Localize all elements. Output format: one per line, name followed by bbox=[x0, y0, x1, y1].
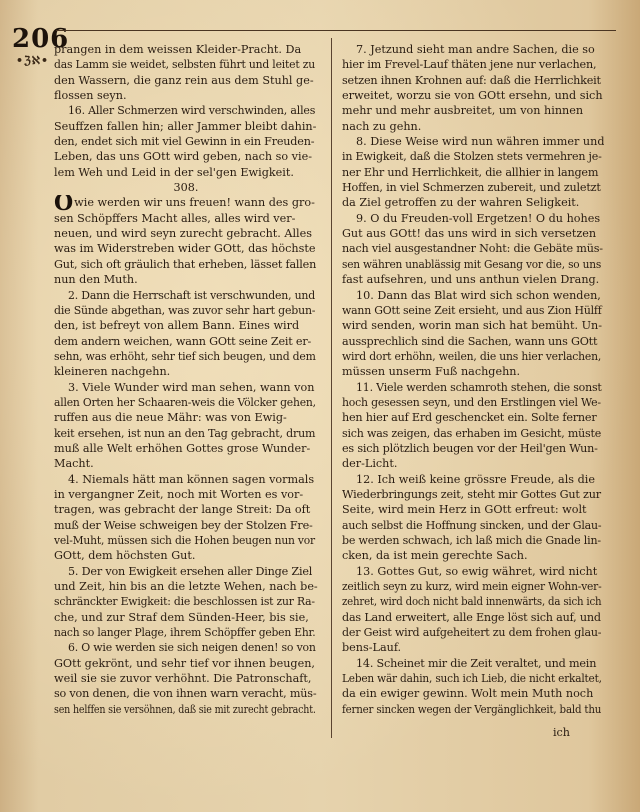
line-text: hier im Frevel-Lauf thäten jene nur verlachen, bbox=[342, 58, 597, 72]
text-line bbox=[54, 656, 318, 671]
line-text: auch selbst die Hoffnung sincken, und der Glau- bbox=[342, 518, 602, 532]
text-line bbox=[342, 502, 604, 517]
text-line bbox=[54, 564, 318, 579]
line-text: Leben wär dahin, such ich Lieb, die nicht erkaltet, bbox=[342, 672, 602, 686]
text-line bbox=[342, 594, 604, 609]
text-line bbox=[342, 533, 604, 548]
text-line bbox=[342, 610, 604, 625]
line-text: 3. Viele Wunder wird man sehen, wann von bbox=[68, 380, 315, 394]
text-line bbox=[54, 334, 318, 349]
column-divider bbox=[331, 38, 332, 738]
text-line bbox=[54, 103, 318, 118]
line-text: ferner sincken wegen der Vergänglichkeit, bald thu bbox=[342, 702, 602, 716]
line-text: nun den Muth. bbox=[54, 273, 138, 287]
line-text: cken, da ist mein gerechte Sach. bbox=[342, 549, 528, 563]
line-text: Seite, wird mein Herz in GOtt erfreut: wolt bbox=[342, 503, 587, 517]
line-text: allen Orten her Schaaren-weis die Völcker gehen, bbox=[54, 395, 316, 409]
text-line bbox=[54, 349, 318, 364]
text-line bbox=[54, 610, 318, 625]
text-line bbox=[342, 656, 604, 671]
text-line bbox=[54, 42, 318, 57]
text-line bbox=[342, 73, 604, 88]
line-text: 7. Jetzund sieht man andre Sachen, die so bbox=[356, 43, 595, 56]
text-line bbox=[54, 364, 318, 379]
text-line bbox=[342, 472, 604, 487]
line-text: da Ziel getroffen zu der wahren Seligkeit. bbox=[342, 196, 580, 210]
line-text: 16. Aller Schmerzen wird verschwinden, alles bbox=[68, 104, 316, 118]
line-text: 13. Gottes Gut, so ewig währet, wird nicht bbox=[356, 564, 598, 578]
text-line bbox=[54, 195, 318, 210]
line-text: lem Weh und Leid in der sel'gen Ewigkeit. bbox=[54, 165, 294, 179]
text-line bbox=[342, 226, 604, 241]
text-line bbox=[54, 502, 318, 517]
text-line bbox=[54, 686, 318, 701]
line-text: ruffen aus die neue Mähr: was von Ewig- bbox=[54, 411, 287, 425]
line-text: der-Licht. bbox=[342, 457, 398, 471]
line-text: wird senden, worin man sich hat bemüht. Un- bbox=[342, 319, 603, 333]
text-line bbox=[342, 103, 604, 118]
text-line bbox=[54, 119, 318, 134]
line-text: die Sünde abgethan, was zuvor sehr hart gebun- bbox=[54, 303, 316, 317]
line-text: muß alle Welt erhöhen Gottes grose Wunder- bbox=[54, 441, 311, 455]
text-line bbox=[342, 441, 604, 456]
line-text: che, und zur Straf dem Sünden-Heer, bis sie, bbox=[54, 610, 309, 624]
text-line bbox=[54, 149, 318, 164]
drop-cap: O bbox=[54, 195, 74, 211]
text-line bbox=[342, 579, 604, 594]
text-line bbox=[342, 165, 604, 180]
line-text: 12. Ich weiß keine grössre Freude, als die bbox=[356, 472, 595, 486]
line-text: dem andern weichen, wann GOtt seine Zeit er- bbox=[54, 334, 312, 348]
text-line bbox=[342, 241, 604, 256]
text-line bbox=[342, 686, 604, 701]
line-text: sehn, was erhöht, sehr tief sich beugen, und dem bbox=[54, 349, 316, 363]
line-text: das Lamm sie weidet, selbsten führt und leitet zu bbox=[54, 58, 315, 72]
line-text: 6. O wie werden sie sich neigen denen! so von bbox=[68, 641, 316, 655]
text-line bbox=[54, 625, 318, 640]
line-text: sen helffen sie versöhnen, daß sie mit zurecht gebracht. bbox=[54, 702, 316, 716]
text-line bbox=[342, 564, 604, 579]
line-text: hen hier auf Erd geschencket ein. Solte ferner bbox=[342, 411, 597, 425]
text-line bbox=[342, 318, 604, 333]
text-line bbox=[342, 211, 604, 226]
text-line bbox=[54, 456, 318, 471]
text-line bbox=[342, 395, 604, 410]
line-text: mehr und mehr ausbreitet, um von hinnen bbox=[342, 104, 584, 118]
line-text: fast aufsehren, und uns anthun vielen Drang. bbox=[342, 273, 600, 287]
text-line bbox=[342, 518, 604, 533]
line-text: Gut aus GOtt! das uns wird in sich versetzen bbox=[342, 227, 597, 241]
line-text: nach so langer Plage, ihrem Schöpffer geben Ehr. bbox=[54, 626, 316, 640]
text-line bbox=[54, 702, 318, 717]
line-text: neuen, und wird seyn zurecht gebracht. Alles bbox=[54, 227, 312, 241]
text-line bbox=[54, 73, 318, 88]
line-text: flossen seyn. bbox=[54, 89, 127, 103]
line-text: 2. Dann die Herrschaft ist verschwunden, und bbox=[68, 288, 316, 302]
line-text: der Geist wird aufgeheitert zu dem frohen glau- bbox=[342, 626, 602, 640]
line-text: Hoffen, in viel Schmerzen zubereit, und zuletzt bbox=[342, 181, 601, 195]
line-text: Macht. bbox=[54, 457, 94, 471]
text-line bbox=[342, 180, 604, 195]
text-line bbox=[342, 702, 604, 717]
text-line bbox=[54, 640, 318, 655]
text-line bbox=[54, 303, 318, 318]
text-line bbox=[342, 426, 604, 441]
line-text: GOtt, dem höchsten Gut. bbox=[54, 549, 196, 563]
text-line bbox=[54, 257, 318, 272]
header-rule bbox=[56, 30, 616, 31]
line-text: 14. Scheinet mir die Zeit veraltet, und mein bbox=[356, 656, 597, 670]
text-line bbox=[54, 288, 318, 303]
text-line bbox=[342, 134, 604, 149]
line-text: nach viel ausgestandner Noht: die Gebäte müs- bbox=[342, 242, 603, 256]
line-text: den, endet sich mit viel Gewinn in ein Freuden- bbox=[54, 135, 315, 149]
line-text: zehret, wird doch nicht bald innenwärts, da sich ich bbox=[342, 595, 602, 609]
text-line bbox=[342, 625, 604, 640]
line-text: aussprechlich sind die Sachen, wann uns GOtt bbox=[342, 334, 598, 348]
line-text: 8. Diese Weise wird nun währen immer und bbox=[356, 135, 604, 149]
text-line bbox=[342, 671, 604, 686]
text-line bbox=[54, 88, 318, 103]
text-line bbox=[342, 334, 604, 349]
line-text: GOtt gekrönt, und sehr tief vor ihnen beugen, bbox=[54, 656, 315, 670]
text-line bbox=[54, 165, 318, 180]
line-text: zeitlich seyn zu kurz, wird mein eigner Wohn-ver- bbox=[342, 580, 602, 594]
line-text: was im Widerstreben wider GOtt, das höchste bbox=[54, 242, 316, 256]
line-text: 11. Viele werden schamroth stehen, die sonst bbox=[356, 380, 602, 394]
text-line bbox=[54, 548, 318, 563]
line-text: 308. bbox=[173, 181, 199, 195]
line-text: erweitet, worzu sie von GOtt ersehn, und sich bbox=[342, 89, 603, 103]
text-line bbox=[342, 149, 604, 164]
text-line bbox=[54, 57, 318, 72]
text-line bbox=[342, 410, 604, 425]
text-line bbox=[342, 42, 604, 57]
line-text: weil sie sie zuvor verhöhnt. Die Patronschaft, bbox=[54, 672, 312, 686]
line-text: in vergangner Zeit, noch mit Worten es vor- bbox=[54, 487, 304, 501]
text-line bbox=[54, 671, 318, 686]
right-column bbox=[342, 42, 604, 717]
line-text: kleineren nachgehn. bbox=[54, 365, 171, 379]
text-line bbox=[342, 57, 604, 72]
catchword: ich bbox=[552, 726, 570, 739]
line-text: so von denen, die von ihnen warn veracht, müs- bbox=[54, 687, 317, 701]
left-column bbox=[54, 42, 318, 717]
text-line bbox=[54, 211, 318, 226]
text-line bbox=[54, 380, 318, 395]
text-line bbox=[54, 441, 318, 456]
text-line bbox=[54, 318, 318, 333]
line-text: hoch gesessen seyn, und den Erstlingen viel We- bbox=[342, 395, 601, 409]
line-text: Leben, das uns GOtt wird geben, nach so vie- bbox=[54, 150, 312, 164]
text-line bbox=[54, 594, 318, 609]
text-line bbox=[54, 487, 318, 502]
text-line bbox=[342, 487, 604, 502]
line-text: Seuffzen fallen hin; aller Jammer bleibt dahin- bbox=[54, 119, 317, 133]
line-text: 10. Dann das Blat wird sich schon wenden, bbox=[356, 288, 601, 302]
line-text: 9. O du Freuden-voll Ergetzen! O du hohes bbox=[356, 211, 601, 225]
text-line bbox=[54, 518, 318, 533]
line-text: sen währen unablässig mit Gesang vor die, so uns bbox=[342, 257, 602, 271]
text-line bbox=[54, 472, 318, 487]
line-text: den Wassern, die ganz rein aus dem Stuhl ge- bbox=[54, 73, 314, 87]
text-line bbox=[342, 119, 604, 134]
line-text: prangen in dem weissen Kleider-Pracht. Da bbox=[54, 43, 302, 56]
line-text: muß der Weise schweigen bey der Stolzen Fre- bbox=[54, 518, 313, 532]
header-ornament: •ℨℵ• bbox=[16, 54, 50, 67]
line-text: müssen unserm Fuß nachgehn. bbox=[342, 365, 521, 379]
line-text: sen Schöpffers Macht alles, alles wird ver- bbox=[54, 211, 296, 225]
line-text: be werden schwach, ich laß mich die Gnade lin- bbox=[342, 534, 601, 547]
text-line bbox=[342, 272, 604, 287]
text-line bbox=[342, 303, 604, 318]
line-text: Wiederbringungs zeit, steht mir Gottes Gut zur bbox=[342, 487, 601, 501]
line-text: bens-Lauf. bbox=[342, 641, 402, 655]
line-text: ner Ehr und Herrlichkeit, die allhier in langem bbox=[342, 165, 599, 179]
text-line bbox=[54, 134, 318, 149]
line-text: da ein ewiger gewinn. Wolt mein Muth noch bbox=[342, 687, 594, 701]
text-line bbox=[54, 426, 318, 441]
hymn-number bbox=[54, 180, 318, 195]
line-text: das Land erweitert, alle Enge löst sich auf, und bbox=[342, 610, 601, 624]
line-text: nach zu gehn. bbox=[342, 119, 422, 133]
text-line bbox=[342, 380, 604, 395]
text-line bbox=[342, 257, 604, 272]
text-line bbox=[342, 456, 604, 471]
text-line bbox=[342, 195, 604, 210]
line-text: es sich plötzlich beugen vor der Heil'gen Wun- bbox=[342, 441, 598, 455]
line-text: setzen ihnen Krohnen auf: daß die Herrlichkeit bbox=[342, 73, 601, 87]
page-number: 206 bbox=[12, 24, 70, 54]
text-line bbox=[54, 395, 318, 410]
line-text: 5. Der von Ewigkeit ersehen aller Dinge Ziel bbox=[68, 564, 313, 578]
text-line bbox=[54, 533, 318, 548]
text-line bbox=[342, 548, 604, 563]
line-text: schränckter Ewigkeit: die beschlossen ist zur Ra- bbox=[54, 595, 315, 609]
line-text: vel-Muht, müssen sich die Hohen beugen nun vor bbox=[54, 534, 315, 547]
line-text: wann GOtt seine Zeit ersieht, und aus Zion Hülff bbox=[342, 303, 602, 317]
text-line bbox=[54, 226, 318, 241]
text-line bbox=[342, 88, 604, 103]
text-line bbox=[342, 640, 604, 655]
line-text: wie werden wir uns freuen! wann des gro- bbox=[74, 196, 315, 210]
line-text: in Ewigkeit, daß die Stolzen stets vermehren je- bbox=[342, 150, 602, 164]
line-text: den, ist befreyt von allem Bann. Eines wird bbox=[54, 319, 300, 333]
text-line bbox=[342, 288, 604, 303]
text-line bbox=[54, 241, 318, 256]
text-line bbox=[342, 349, 604, 364]
line-text: und Zeit, hin bis an die letzte Wehen, nach be- bbox=[54, 580, 318, 594]
line-text: Gut, sich oft gräulich that erheben, lässet fallen bbox=[54, 257, 317, 271]
line-text: sich was zeigen, das erhaben im Gesicht, müste bbox=[342, 426, 602, 440]
line-text: tragen, was gebracht der lange Streit: Da oft bbox=[54, 503, 311, 517]
text-line bbox=[54, 579, 318, 594]
line-text: 4. Niemals hätt man können sagen vormals bbox=[68, 472, 315, 486]
text-line bbox=[342, 364, 604, 379]
line-text: wird dort erhöhn, weilen, die uns hier verlachen, bbox=[342, 349, 602, 363]
text-line bbox=[54, 272, 318, 287]
line-text: keit ersehen, ist nun an den Tag gebracht, drum bbox=[54, 426, 316, 440]
text-line bbox=[54, 410, 318, 425]
